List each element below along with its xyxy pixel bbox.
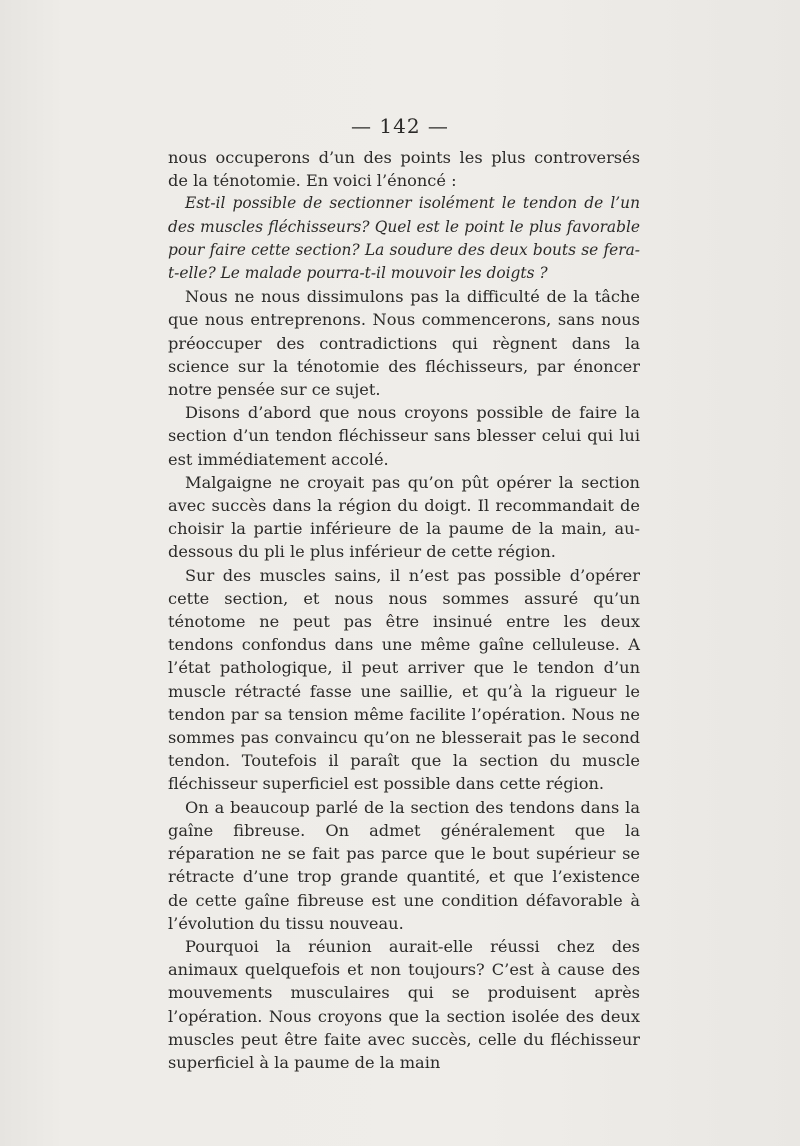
paragraph-4: Disons d’abord que nous croyons possible de faire la section d’un tendon fléchisseur sans blesser celui qui lui est immédiatement accolé.: [168, 403, 640, 469]
body-text: [168, 146, 640, 1074]
paragraph-3: Nous ne nous dissimulons pas la difficulté de la tâche que nous entreprenons. Nous commencerons, sans nous préoccuper des contradictions qui règnent dans la science sur la ténotomie des fléchisseurs, par énoncer notre pensée sur ce sujet.: [168, 287, 640, 400]
paragraph-7: On a beaucoup parlé de la section des tendons dans la gaîne fibreuse. On admet généralement que la réparation ne se fait pas parce que le bout supérieur se rétracte d’une trop grande quantité, et que l’existence de cette gaîne fibreuse est une condition défavorable à l’évolution du tissu nouveau.: [168, 797, 640, 933]
paragraph-2-question: Est-il possible de sectionner isolément le tendon de l’un des muscles fléchisseurs? Quel est le point le plus favorable pour faire cette section? La soudure des deux bouts se fera-t-elle? Le malade pourra-t-il mouvoir les doigts ?: [168, 194, 640, 283]
paragraph-6: Sur des muscles sains, il n’est pas possible d’opérer cette section, et nous nous sommes assuré qu’un ténotome ne peut pas être insinué entre les deux tendons confondus dans une même gaîne celluleuse. A l’état pathologique, il peut arriver que le tendon d’un muscle rétracté fasse une saillie, et qu’à la rigueur le tendon par sa tension même facilite l’opération. Nous ne sommes pas convaincu qu’on ne blesserait pas le second tendon. Toutefois il paraît que la section du muscle fléchisseur superficiel est possible dans cette région.: [168, 565, 640, 794]
page-number: — 142 —: [351, 114, 449, 138]
paragraph-1: nous occuperons d’un des points les plus controversés de la ténotomie. En voici l’énoncé :: [168, 148, 640, 191]
paragraph-5: Malgaigne ne croyait pas qu’on pût opérer la section avec succès dans la région du doigt. Il recommandait de choisir la partie inférieure de la paume de la main, au-dessous du pli le plus inférieur de cette région.: [168, 472, 640, 562]
paragraph-8: Pourquoi la réunion aurait-elle réussi chez des animaux quelquefois et non toujours? C’est à cause des mouvements musculaires qui se produisent après l’opération. Nous croyons que la section isolée des deux muscles peut être faite avec succès, celle du fléchisseur superficiel à la paume de la main: [168, 936, 640, 1072]
